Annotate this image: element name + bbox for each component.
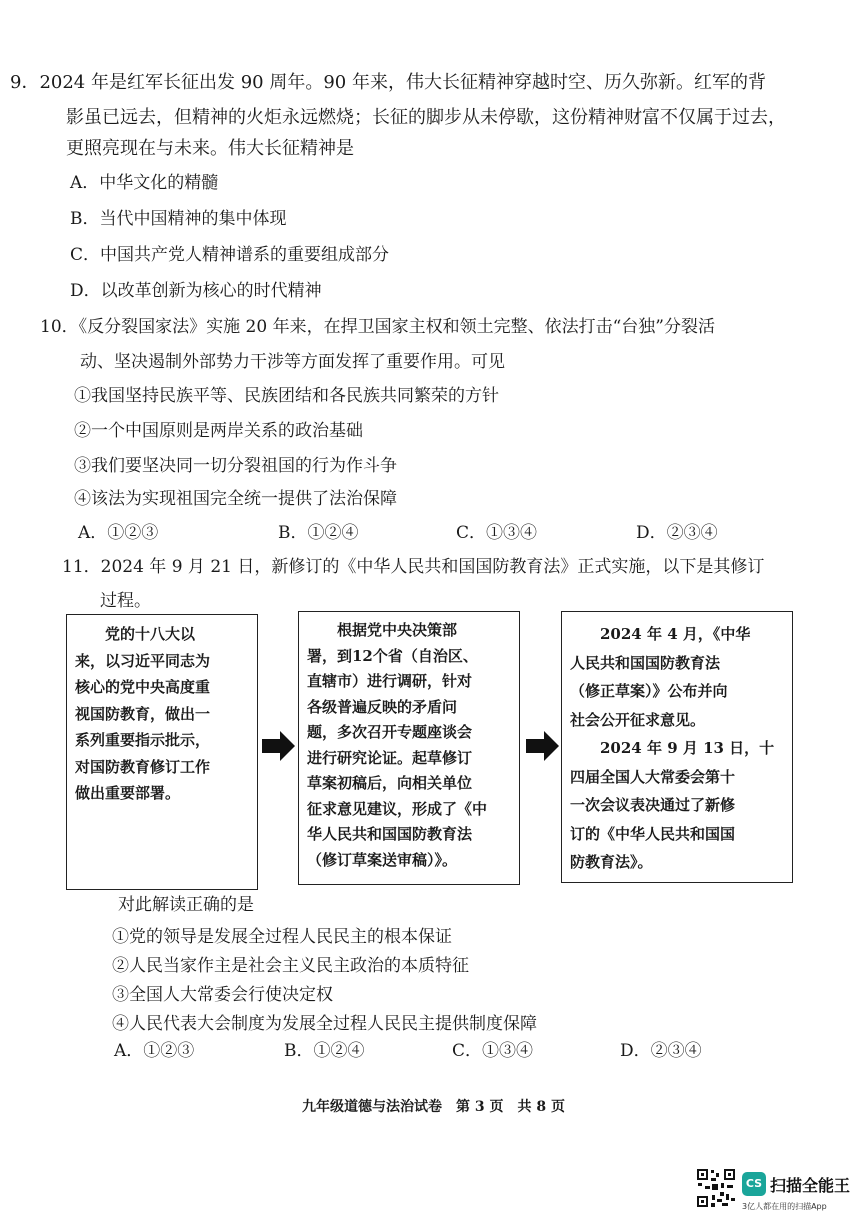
box2-line: 各级普遍反映的矛盾问 — [307, 697, 458, 716]
right-arrow-icon — [262, 730, 296, 762]
box2-line: 进行研究论证。起草修订 — [307, 748, 473, 767]
q9-stem-line-3: 更照亮现在与未来。伟大长征精神是 — [66, 138, 354, 159]
right-arrow-icon — [526, 730, 560, 762]
box2-line: 题，多次召开专题座谈会 — [307, 723, 473, 741]
scanner-app-name: 扫描全能王 — [770, 1176, 851, 1195]
box1-line: 核心的党中央高度重 — [75, 678, 211, 696]
box1-line: 对国防教育修订工作 — [75, 757, 211, 776]
q11-statement-3: ③全国人大常委会行使决定权 — [112, 985, 333, 1005]
q10-statement-2: ②一个中国原则是两岸关系的政治基础 — [74, 421, 363, 441]
q10-stem-line-2: 动、坚决遏制外部势力干涉等方面发挥了重要作用。可见 — [80, 352, 505, 372]
box3-line: （修正草案）》公布并向 — [570, 682, 728, 700]
box1-line: 视国防教育，做出一 — [75, 704, 211, 723]
box1-line: 来，以习近平同志为 — [75, 651, 211, 670]
q10-choice-c: C．①③④ — [456, 523, 538, 543]
box2-line: 根据党中央决策部 — [307, 621, 458, 639]
q11-choice-c: C．①③④ — [452, 1041, 534, 1061]
box1-line: 系列重要指示批示， — [75, 731, 211, 749]
box3-line: 2024 年 9 月 13 日，十 — [570, 739, 775, 757]
box2-line: 华人民共和国国防教育法 — [307, 825, 473, 843]
q11-choice-d: D．②③④ — [620, 1041, 702, 1061]
q11-choice-a: A．①②③ — [114, 1041, 195, 1061]
q10-statement-4: ④该法为实现祖国完全统一提供了法治保障 — [74, 489, 397, 509]
q9-stem-line-1: 9．2024 年是红军长征出发 90 周年。90 年来，伟大长征精神穿越时空、历久弥新。红军的背 — [10, 72, 766, 93]
q11-statement-1: ①党的领导是发展全过程人民民主的根本保证 — [112, 927, 452, 947]
box3-line: 社会公开征求意见。 — [570, 710, 706, 729]
box2-line: 草案初稿后，向相关单位 — [307, 774, 473, 792]
q11-stem-line-2: 过程。 — [100, 591, 151, 611]
q11-statement-4: ④人民代表大会制度为发展全过程人民民主提供制度保障 — [112, 1014, 537, 1034]
process-box-1 — [66, 614, 258, 890]
q10-statement-1: ①我国坚持民族平等、民族团结和各民族共同繁荣的方针 — [74, 386, 499, 406]
qr-code-icon — [696, 1168, 736, 1208]
box2-line: 直辖市）进行调研，针对 — [307, 672, 473, 690]
q9-option-b: B．当代中国精神的集中体现 — [70, 209, 287, 229]
box3-line: 防教育法》。 — [570, 853, 653, 871]
process-box-2 — [298, 611, 520, 885]
box1-line: 党的十八大以 — [75, 625, 196, 643]
box3-line: 四届全国人大常委会第十 — [570, 767, 736, 786]
box2-line: 署，到12个省（自治区、 — [307, 646, 478, 665]
q11-choice-b: B．①②④ — [284, 1041, 365, 1061]
box1-line: 做出重要部署。 — [75, 784, 181, 802]
q10-choice-b: B．①②④ — [278, 523, 359, 543]
q9-stem-line-2: 影虽已远去，但精神的火炬永远燃烧；长征的脚步从未停歇，这份精神财富不仅属于过去， — [66, 107, 786, 128]
q10-statement-3: ③我们要坚决同一切分裂祖国的行为作斗争 — [74, 456, 397, 476]
q10-choice-d: D．②③④ — [636, 523, 718, 543]
q10-stem-line-1: 10．《反分裂国家法》实施 20 年来，在捍卫国家主权和领土完整、依法打击“台独”分裂活 — [40, 317, 715, 337]
q11-stem-line-1: 11．2024 年 9 月 21 日，新修订的《中华人民共和国国防教育法》正式实施，以下是其修订 — [62, 557, 765, 577]
process-box-3 — [561, 611, 793, 883]
q10-choice-a: A．①②③ — [78, 523, 159, 543]
camscanner-logo-icon: CS — [742, 1172, 766, 1196]
box2-line: 征求意见建议，形成了《中 — [307, 799, 488, 818]
scanner-app-tagline: 3亿人都在用的扫描App — [742, 1202, 827, 1211]
page-footer: 九年级道德与法治试卷 第 3 页 共 8 页 — [302, 1099, 565, 1115]
box3-line: 订的《中华人民共和国国 — [570, 824, 736, 843]
q9-option-d: D．以改革创新为核心的时代精神 — [70, 281, 322, 301]
q9-option-c: C．中国共产党人精神谱系的重要组成部分 — [70, 245, 390, 265]
q11-statement-2: ②人民当家作主是社会主义民主政治的本质特征 — [112, 956, 469, 976]
box2-line: （修订草案送审稿）》。 — [307, 850, 458, 869]
box3-line: 人民共和国国防教育法 — [570, 653, 721, 672]
box3-line: 2024 年 4 月，《中华 — [570, 625, 751, 643]
q9-option-a: A．中华文化的精髓 — [70, 173, 219, 193]
q11-prompt: 对此解读正确的是 — [118, 895, 254, 915]
box3-line: 一次会议表决通过了新修 — [570, 796, 736, 814]
